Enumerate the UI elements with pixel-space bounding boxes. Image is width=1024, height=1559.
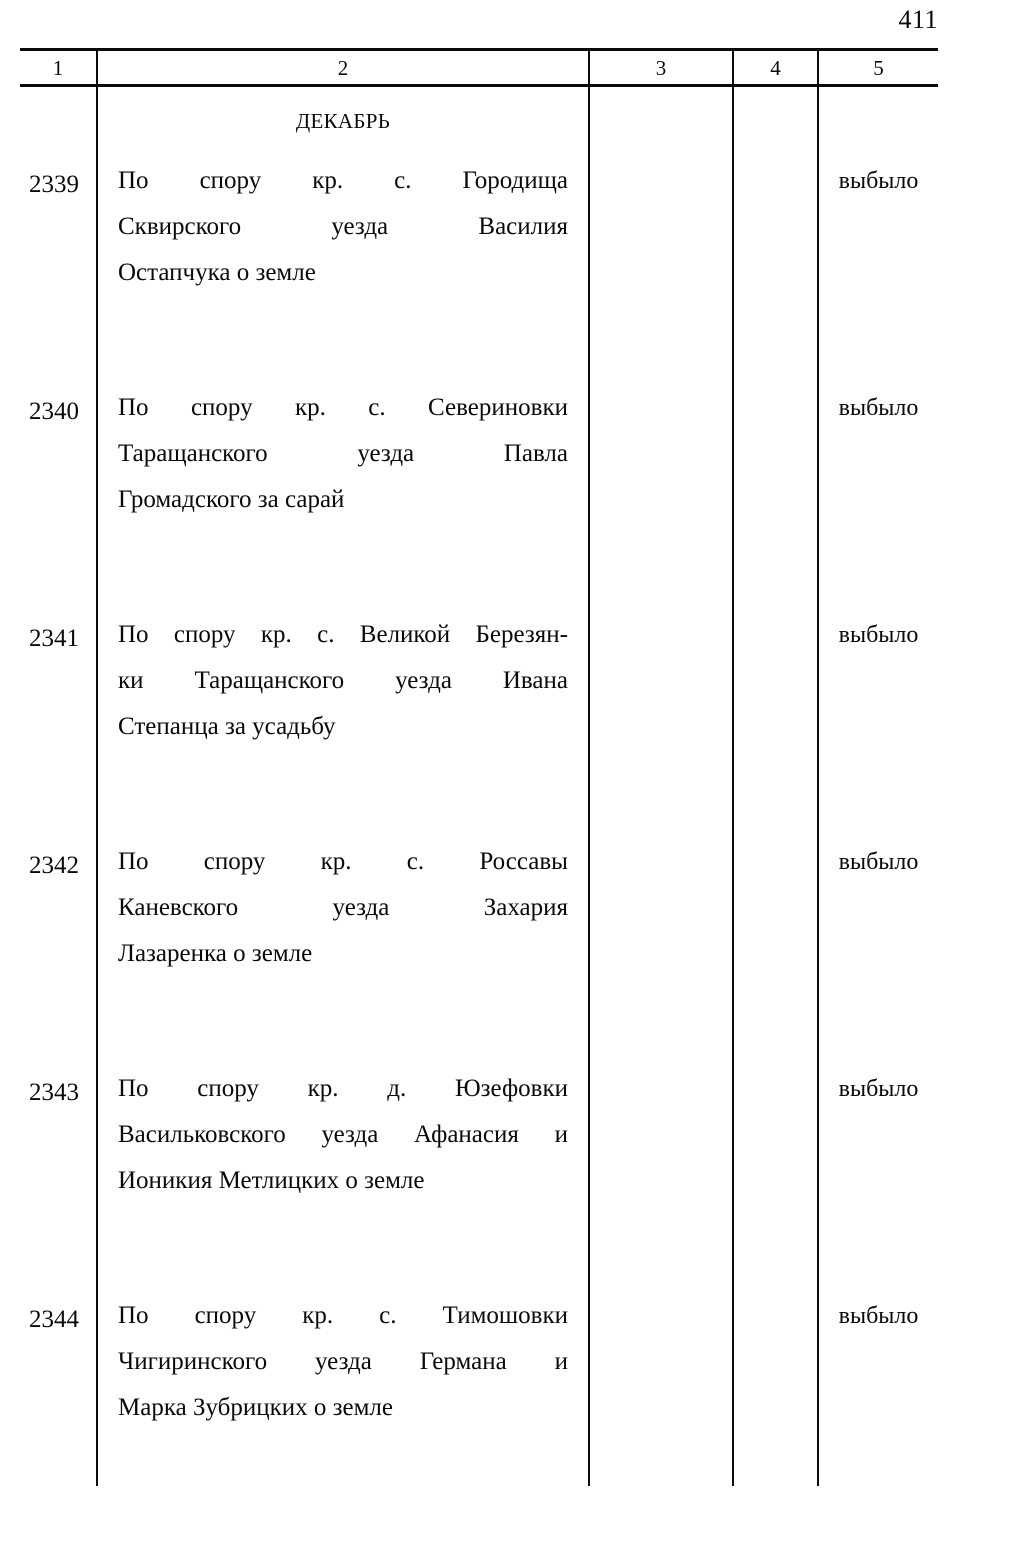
column-header-1: 1	[52, 56, 64, 80]
row-column-4-value	[734, 158, 817, 338]
row-case-number: 2342	[29, 852, 79, 879]
description-line: Громадского за сарай	[118, 486, 345, 513]
table-row	[20, 148, 938, 375]
description-word: Городища	[462, 167, 568, 194]
description-word: спору	[199, 167, 262, 194]
description-line: Остапчука о земле	[118, 259, 316, 286]
description-word: кр.	[260, 621, 292, 648]
description-word: Каневского	[118, 894, 239, 921]
description-word: с.	[379, 1302, 397, 1329]
row-case-number: 2343	[29, 1079, 79, 1106]
description-word: уезда	[332, 894, 390, 921]
description-word: спору	[197, 1075, 259, 1102]
row-column-4-value	[734, 1066, 817, 1246]
description-word: Березян-	[475, 621, 568, 648]
description-line	[118, 1293, 568, 1339]
description-word: Севериновки	[428, 394, 568, 421]
row-case-number: 2339	[29, 171, 79, 198]
description-word: Чигиринского	[118, 1348, 268, 1375]
table-header-rule	[20, 84, 938, 87]
description-word: кр.	[302, 1302, 334, 1329]
row-status: выбыло	[838, 849, 919, 875]
description-line	[118, 158, 568, 204]
description-word: Павла	[503, 440, 568, 467]
description-line	[118, 1066, 568, 1112]
description-word: Германа	[419, 1348, 507, 1375]
table-row	[20, 375, 938, 602]
description-word: уезда	[357, 440, 415, 467]
row-case-description	[118, 839, 568, 977]
table-row	[20, 1056, 938, 1283]
description-line	[118, 204, 568, 250]
row-column-3-value	[590, 839, 732, 1019]
description-word: и	[554, 1121, 568, 1148]
description-line: Марка Зубрицких о земле	[118, 1394, 393, 1421]
description-word: спору	[190, 394, 253, 421]
description-word: с.	[394, 167, 412, 194]
description-word: и	[554, 1348, 568, 1375]
row-column-4-value	[734, 385, 817, 565]
row-status: выбыло	[838, 168, 919, 194]
description-word: По	[118, 394, 149, 421]
description-line: Ионикия Метлицких о земле	[118, 1167, 425, 1194]
row-column-4-value	[734, 1293, 817, 1473]
row-column-4-value	[734, 839, 817, 1019]
description-word: По	[118, 167, 149, 194]
description-word: уезда	[315, 1348, 372, 1375]
description-word: По	[118, 621, 149, 648]
description-word: По	[118, 1302, 149, 1329]
row-case-description	[118, 158, 568, 296]
description-word: с.	[406, 848, 425, 875]
description-word: кр.	[307, 1075, 339, 1102]
description-word: уезда	[321, 1121, 379, 1148]
row-case-number: 2344	[29, 1306, 79, 1333]
description-word: ки	[118, 667, 144, 694]
row-column-3-value	[590, 1066, 732, 1246]
description-word: кр.	[295, 394, 326, 421]
description-word: Таращанского	[194, 667, 345, 694]
description-line	[118, 431, 568, 477]
row-case-description	[118, 1293, 568, 1431]
column-header-3: 3	[655, 56, 667, 80]
description-line	[118, 612, 568, 658]
row-case-description	[118, 385, 568, 523]
description-word: спору	[173, 621, 236, 648]
row-case-description	[118, 612, 568, 750]
row-case-description	[118, 1066, 568, 1204]
description-line	[118, 839, 568, 885]
description-word: уезда	[331, 213, 389, 240]
description-line: Степанца за усадьбу	[118, 713, 336, 740]
description-word: Таращанского	[118, 440, 268, 467]
row-column-3-value	[590, 612, 732, 792]
description-word: Россавы	[479, 848, 568, 875]
description-line	[118, 658, 568, 704]
description-word: спору	[194, 1302, 257, 1329]
description-word: Великой	[359, 621, 451, 648]
description-word: По	[118, 848, 149, 875]
description-word: Захария	[483, 894, 568, 921]
row-status: выбыло	[838, 1076, 919, 1102]
page-number: 411	[898, 5, 938, 34]
row-column-3-value	[590, 385, 732, 565]
section-caption-month: ДЕКАБРЬ	[295, 109, 391, 133]
description-line	[118, 1339, 568, 1385]
description-word: кр.	[320, 848, 352, 875]
description-line	[118, 1112, 568, 1158]
description-word: Афанасия	[414, 1121, 519, 1148]
column-header-4: 4	[770, 56, 781, 80]
description-word: Сквирского	[118, 213, 242, 240]
description-word: По	[118, 1075, 149, 1102]
row-status: выбыло	[838, 395, 919, 421]
description-word: кр.	[312, 167, 344, 194]
description-word: Василия	[478, 213, 568, 240]
column-header-2: 2	[337, 56, 349, 80]
description-word: Тимошовки	[442, 1302, 568, 1329]
table-row	[20, 829, 938, 1056]
column-header-5: 5	[873, 56, 884, 80]
description-word: спору	[203, 848, 266, 875]
row-column-4-value	[734, 612, 817, 792]
table-row	[20, 602, 938, 829]
row-column-3-value	[590, 1293, 732, 1473]
row-status: выбыло	[838, 1303, 919, 1329]
row-status: выбыло	[838, 622, 919, 648]
description-line	[118, 885, 568, 931]
description-word: Ивана	[502, 667, 568, 694]
description-word: уезда	[395, 667, 452, 694]
description-line: Лазаренка о земле	[118, 940, 313, 967]
table-top-rule	[20, 48, 938, 51]
description-line	[118, 385, 568, 431]
description-word: Юзефовки	[454, 1075, 568, 1102]
table-row	[20, 1283, 938, 1510]
description-word: с.	[317, 621, 335, 648]
row-column-3-value	[590, 158, 732, 338]
row-case-number: 2341	[29, 625, 79, 652]
row-case-number: 2340	[29, 398, 79, 425]
description-word: д.	[387, 1075, 407, 1102]
description-word: Васильковского	[118, 1121, 286, 1148]
register-table	[20, 48, 938, 1486]
description-word: с.	[368, 394, 386, 421]
